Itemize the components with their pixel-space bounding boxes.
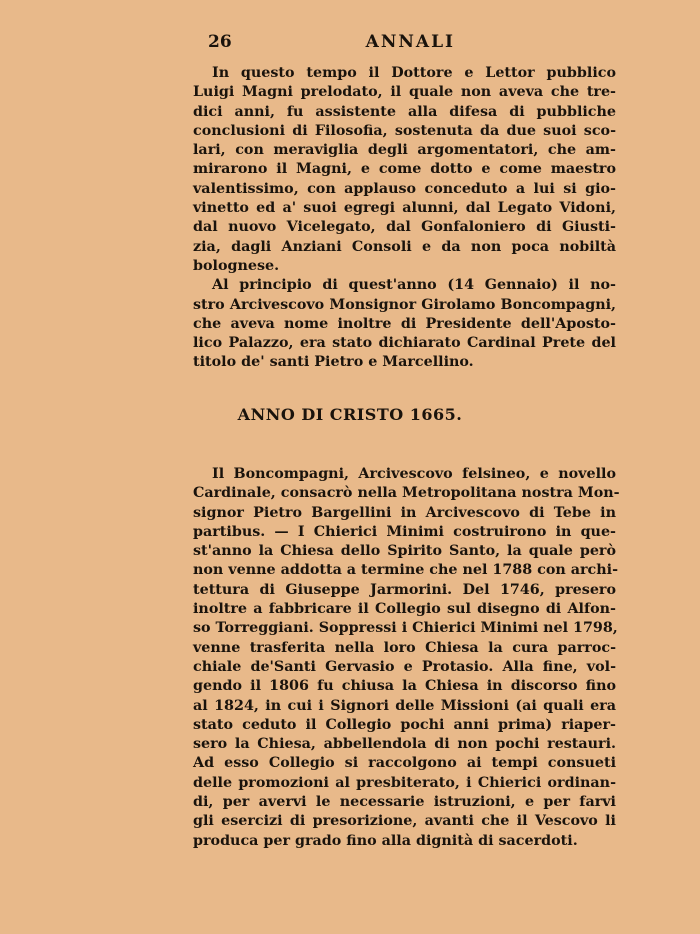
text-line: signor Pietro Bargellini in Arcivescovo di Tebe in bbox=[193, 504, 616, 521]
text-line: stato ceduto il Collegio pochi anni prima) riaper- bbox=[193, 716, 616, 733]
text-line: gli esercizi di presorizione, avanti che il Vescovo li bbox=[193, 813, 616, 830]
text-line: delle promozioni al presbiterato, i Chierici ordinan- bbox=[193, 774, 616, 791]
text-line: inoltre a fabbricare il Collegio sul disegno di Alfon- bbox=[193, 601, 616, 618]
text-line: bolognese. bbox=[193, 257, 280, 274]
text-line: non venne addotta a termine che nel 1788 con archi- bbox=[193, 562, 619, 579]
text-line: so Torreggiani. Soppressi i Chierici Minimi nel 1798, bbox=[193, 620, 618, 637]
text-line: lari, con meraviglia degli argomentatori, che am- bbox=[193, 142, 616, 159]
text-line: al 1824, in cui i Signori delle Missioni (ai quali era bbox=[193, 697, 616, 714]
text-line: venne trasferita nella loro Chiesa la cura parroc- bbox=[193, 639, 616, 656]
text-line: chiale de'Santi Gervasio e Protasio. Alla fine, vol- bbox=[193, 658, 616, 675]
text-line: Luigi Magni prelodato, il quale non aveva che tre- bbox=[193, 84, 616, 101]
text-line: stro Arcivescovo Monsignor Girolamo Boncompagni, bbox=[193, 296, 616, 313]
running-title: ANNALI bbox=[365, 32, 455, 52]
paragraph-1665 bbox=[193, 465, 620, 851]
text-line: conclusioni di Filosofia, sostenuta da due suoi sco- bbox=[193, 122, 616, 139]
text-line: che aveva nome inoltre di Presidente dell'Aposto- bbox=[193, 315, 616, 332]
text-line: tettura di Giuseppe Jarmorini. Del 1746, presero bbox=[193, 581, 616, 598]
text-line: produca per grado fino alla dignità di sacerdoti. bbox=[193, 832, 578, 849]
text-line: Cardinale, consacrò nella Metropolitana nostra Mon- bbox=[193, 485, 620, 502]
text-line: mirarono il Magni, e come dotto e come maestro bbox=[193, 161, 616, 178]
text-line: di, per avervi le necessarie istruzioni, e per farvi bbox=[193, 794, 616, 811]
text-line: titolo de' santi Pietro e Marcellino. bbox=[193, 354, 474, 371]
text-line: In questo tempo il Dottore e Lettor pubblico bbox=[212, 65, 616, 81]
text-line: lico Palazzo, era stato dichiarato Cardinal Prete del bbox=[193, 335, 616, 352]
text-line: valentissimo, con applauso conceduto a lui si gio- bbox=[193, 180, 616, 197]
paragraphs-1665-preceding bbox=[193, 64, 616, 373]
text-line: st'anno la Chiesa dello Spirito Santo, la quale però bbox=[193, 543, 616, 560]
text-line: vinetto ed a' suoi egregi alunni, dal Legato Vidoni, bbox=[193, 200, 616, 217]
text-line: zia, dagli Anziani Consoli e da non poca nobiltà bbox=[193, 238, 616, 255]
text-line: dici anni, fu assistente alla difesa di pubbliche bbox=[193, 103, 616, 120]
text-line: gendo il 1806 fu chiusa la Chiesa in discorso fino bbox=[193, 678, 616, 695]
text-line: partibus. — I Chierici Minimi costruirono in que- bbox=[193, 523, 616, 540]
text-line: sero la Chiesa, abbellendola di non pochi restauri. bbox=[193, 736, 616, 753]
text-line: Ad esso Collegio si raccolgono ai tempi consueti bbox=[193, 755, 616, 772]
running-head bbox=[205, 32, 457, 54]
text-line: dal nuovo Vicelegato, dal Gonfaloniero di Giusti- bbox=[193, 219, 616, 236]
section-heading-year: ANNO DI CRISTO 1665. bbox=[237, 405, 463, 424]
text-line: Al principio di quest'anno (14 Gennaio) il no- bbox=[212, 277, 616, 294]
text-line: Il Boncompagni, Arcivescovo felsineo, e novello bbox=[212, 466, 616, 482]
page-number: 26 bbox=[208, 32, 232, 52]
